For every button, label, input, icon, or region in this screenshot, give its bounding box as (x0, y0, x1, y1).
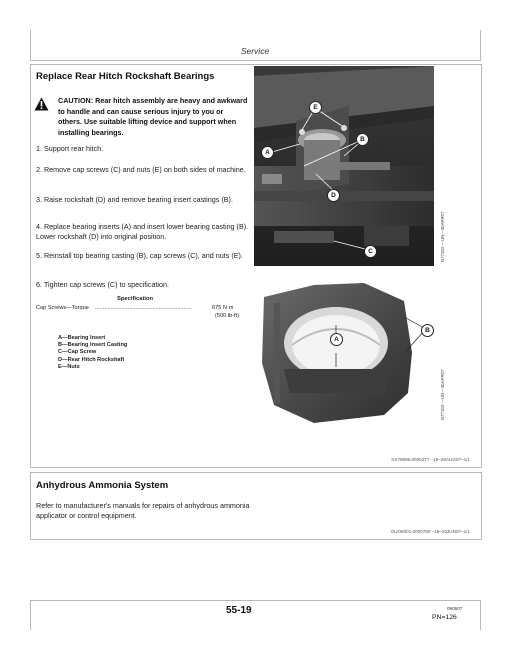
callout-a-detail: A (330, 333, 343, 346)
spec-label: Cap Screws—Torque (36, 305, 89, 311)
spec-heading: Specification (117, 296, 154, 302)
spec-dots: .............................................................. (95, 305, 192, 311)
footer-rule (30, 600, 481, 601)
header-title: Service (240, 46, 270, 56)
legend-item-c: C—Cap Screw (58, 349, 97, 356)
caution-triangle-icon (34, 97, 49, 116)
caution-text: CAUTION: Rear hitch assembly are heavy and awkward to handle and can cause serious injury to you or others. Use suitable lifting device and support when installing bearings. (58, 96, 248, 137)
figure-2-id: N77103 —UN—30APR07 (440, 369, 445, 420)
legend-item-e: E—Nuts (58, 363, 80, 370)
legend-item-b: B—Bearing Insert Casting (58, 342, 128, 349)
callout-c: C (364, 245, 377, 258)
callout-b-detail: B (421, 324, 434, 337)
callout-e: E (309, 101, 322, 114)
figure-1-id: N77102 —UN—30APR07 (440, 211, 445, 262)
section-title-ammonia: Anhydrous Ammonia System (36, 480, 169, 491)
callout-a: A (261, 146, 274, 159)
section1-ref-code: KS78896,0000277 –19–28AUG07–1/1 (391, 457, 470, 462)
legend-item-d: D—Rear Hitch Rockshaft (58, 356, 125, 363)
spec-value-alt: (500 lb-ft) (215, 313, 239, 319)
step-3: 3. Raise rockshaft (D) and remove bearing insert castings (B). (36, 195, 233, 204)
step-2: 2. Remove cap screws (C) and nuts (E) on both sides of machine. (36, 165, 246, 174)
header-rule (30, 60, 481, 61)
rear-hitch-photo (254, 66, 434, 266)
section-title-rockshaft: Replace Rear Hitch Rockshaft Bearings (36, 71, 215, 82)
callout-b: B (356, 133, 369, 146)
section2-ref-code: OUO6001,0000780 –19–20JUN07–1/1 (390, 529, 470, 534)
legend-item-a: A—Bearing Insert (58, 335, 106, 341)
legend-list (58, 335, 127, 371)
callout-d: D (327, 189, 340, 202)
step-1: 1. Support rear hitch. (36, 144, 104, 153)
step-4: 4. Replace bearing inserts (A) and insert lower bearing casting (B). Lower rockshaft (D) into original position. (36, 222, 249, 241)
frame-right-bottom (480, 600, 481, 630)
footer-small-code: 090507 (447, 606, 463, 611)
step-5: 5. Reinstall top bearing casting (B), cap screws (C), and nuts (E). (36, 251, 243, 260)
frame-left-bottom (30, 600, 31, 630)
bearing-casting-photo (254, 283, 434, 433)
step-6: 6. Tighten cap screws (C) to specification. (36, 280, 170, 289)
footer-pn: PN=126 (432, 614, 457, 621)
page-number: 55-19 (226, 605, 252, 616)
spec-value: 675 N·m (212, 305, 234, 311)
ammonia-body: Refer to manufacturer's manuals for repairs of anhydrous ammonia applicator or control equipment. (36, 501, 250, 520)
